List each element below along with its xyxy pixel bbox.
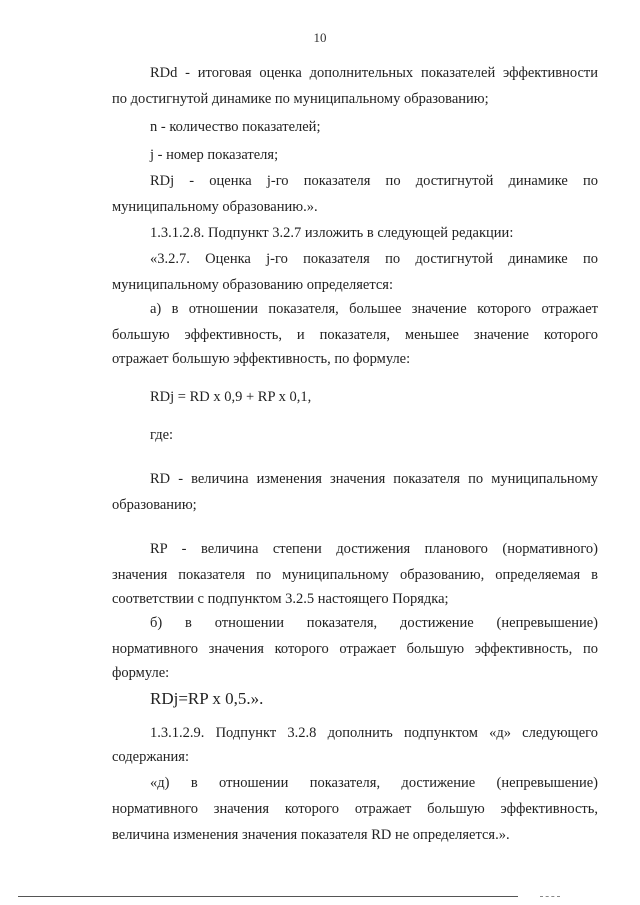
text-line: «д) в отношении показателя, достижение (непревышение) [150, 775, 598, 791]
text-line: образованию; [112, 497, 197, 513]
text-line: j - номер показателя; [150, 147, 279, 163]
bottom-divider [18, 896, 518, 897]
text-line: 1.3.1.2.8. Подпункт 3.2.7 изложить в следующей редакции: [150, 225, 514, 241]
text-line: RDj - оценка j-го показателя по достигнутой динамике по [150, 173, 598, 189]
text-line: б) в отношении показателя, достижение (непревышение) [150, 615, 598, 631]
text-line: «3.2.7. Оценка j-го показателя по достигнутой динамике по [150, 251, 598, 267]
text-line: содержания: [112, 749, 190, 765]
text-line: значения показателя по муниципальному образованию, определяемая в [112, 567, 598, 583]
text-line: где: [150, 427, 174, 443]
text-line: RDd - итоговая оценка дополнительных показателей эффективности [150, 65, 598, 81]
text-line: RD - величина изменения значения показателя по муниципальному [150, 471, 598, 487]
text-line: RP - величина степени достижения планового (нормативного) [150, 541, 598, 557]
text-line: муниципальному образованию определяется: [112, 277, 394, 293]
text-line: муниципальному образованию.». [112, 199, 318, 215]
text-line: формуле: [112, 665, 170, 681]
text-line: соответствии с подпунктом 3.2.5 настоящего Порядка; [112, 591, 449, 607]
text-line: отражает большую эффективность, по формуле: [112, 351, 411, 367]
text-line: нормативного значения которого отражает большую эффективность, [112, 801, 598, 817]
formula: RDj = RD x 0,9 + RP x 0,1, [150, 389, 312, 405]
text-line: нормативного значения которого отражает большую эффективность, по [112, 641, 598, 657]
text-line: 1.3.1.2.9. Подпункт 3.2.8 дополнить подпунктом «д» следующего [150, 725, 598, 741]
text-line: n - количество показателей; [150, 119, 321, 135]
text-line: величина изменения значения показателя RD не определяется.». [112, 827, 510, 843]
formula: RDj=RP x 0,5.». [150, 689, 264, 708]
text-line: большую эффективность, и показателя, меньшее значение которого [112, 327, 598, 343]
text-line: по достигнутой динамике по муниципальному образованию; [112, 91, 489, 107]
text-line: а) в отношении показателя, большее значение которого отражает [150, 301, 598, 317]
page-number: 10 [313, 30, 327, 45]
bottom-divider-tail [540, 896, 560, 897]
